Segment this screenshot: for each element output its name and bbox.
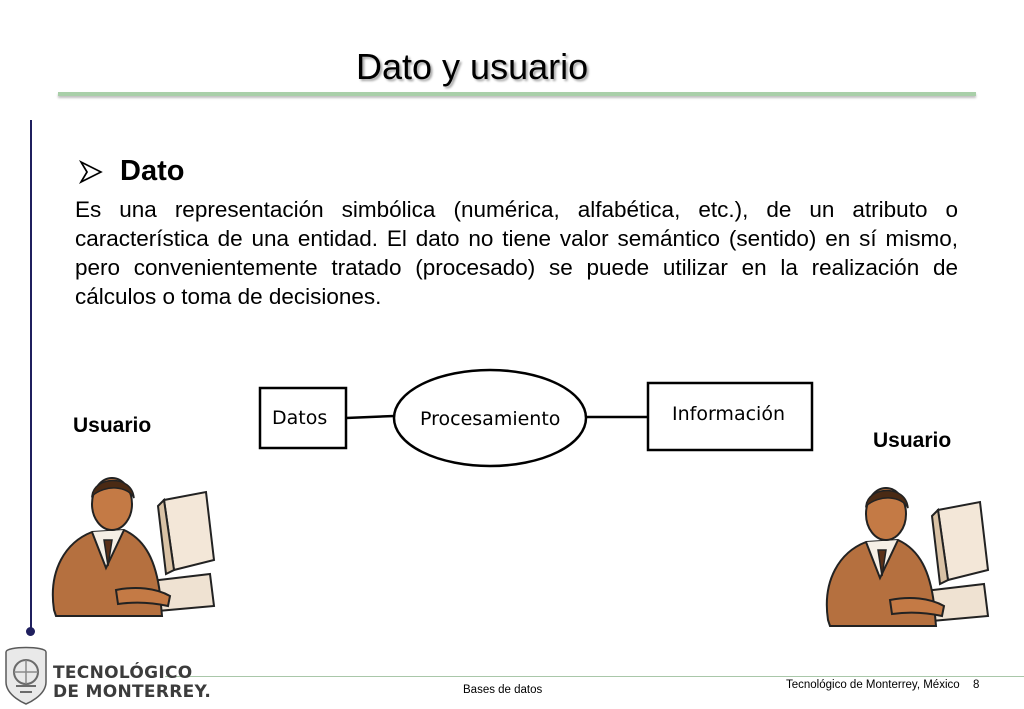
definition-paragraph: Es una representación simbólica (numérica, alfabética, etc.), de un atributo o característica de una entidad. El dato no tiene valor semántico (sentido) en sí mismo, pero convenientemente tratado (procesado) se puede utilizar en la realización de cálculos o toma de decisiones.: [75, 197, 958, 309]
tec-seal-icon: [2, 642, 50, 706]
logo-line-2: DE MONTERREY.: [53, 682, 212, 702]
logo-line-1: TECNOLÓGICO: [53, 663, 193, 683]
heading-text: Dato: [120, 155, 185, 187]
datos-label: Datos: [272, 407, 328, 429]
footer-institution: Tecnológico de Monterrey, México: [786, 679, 960, 691]
left-rule-dot: [26, 627, 35, 636]
process-diagram: [250, 368, 820, 478]
title-underline: [58, 92, 976, 96]
user-label-left: Usuario: [73, 414, 152, 437]
user-at-computer-icon: [820, 480, 990, 630]
connector-left: [346, 416, 394, 418]
slide-title: Dato y usuario: [356, 46, 589, 87]
user-label-right: Usuario: [873, 429, 952, 452]
bullet-heading: [78, 155, 184, 188]
page-number: 8: [973, 679, 980, 691]
procesamiento-label: Procesamiento: [420, 408, 561, 430]
user-at-computer-icon: [46, 470, 216, 620]
left-vertical-rule: [30, 120, 32, 632]
arrow-bullet-icon: [78, 159, 104, 185]
tec-logo-text: [53, 664, 211, 702]
footer-course: Bases de datos: [463, 684, 543, 696]
footer-rule: [165, 676, 1024, 677]
informacion-label: Información: [672, 403, 785, 425]
